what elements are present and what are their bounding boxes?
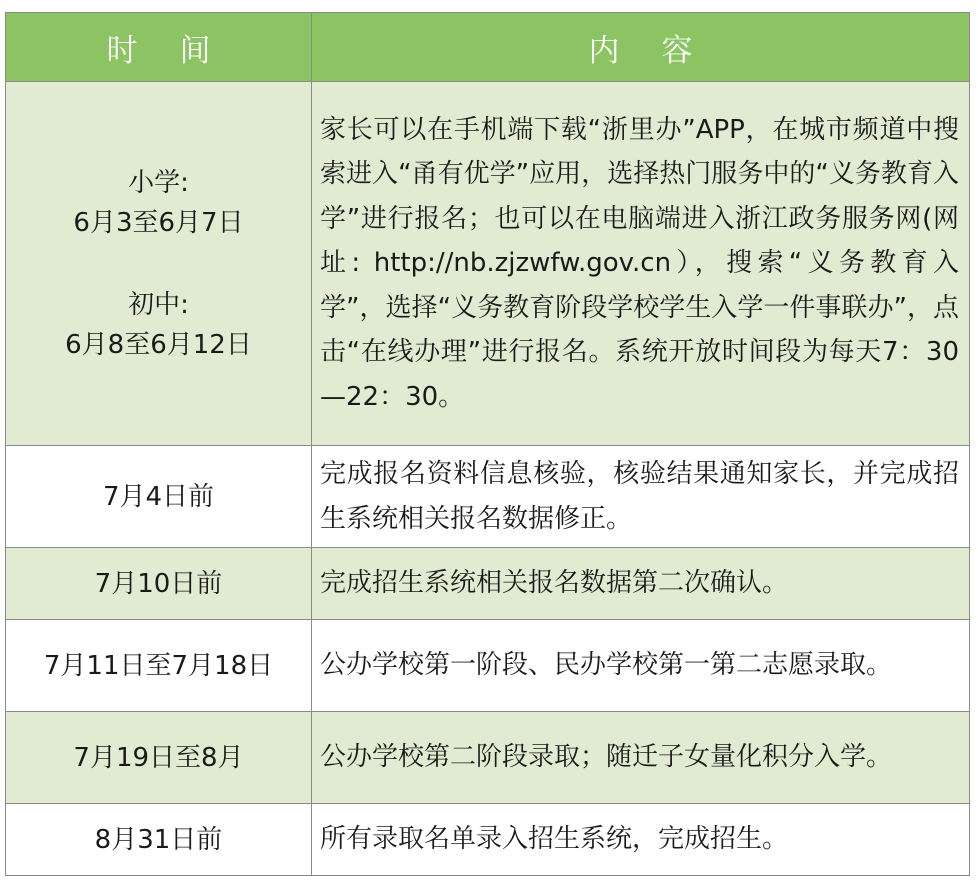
table-row [6,548,970,620]
time-cell [6,82,312,446]
content-cell: 所有录取名单录入招生系统，完成招生。 [312,804,970,876]
time-line-primary-label: 小学: [128,167,189,198]
header-time: 时间 [6,13,312,82]
time-line-primary-dates: 6月3至6月7日 [73,207,244,238]
content-cell: 完成报名资料信息核验，核验结果通知家长，并完成招生系统相关报名数据修正。 [312,446,970,548]
table-row [6,620,970,712]
content-cell: 完成招生系统相关报名数据第二次确认。 [312,548,970,620]
time-cell: 7月4日前 [6,446,312,548]
table-header-row [6,13,970,82]
content-cell: 公办学校第一阶段、民办学校第一第二志愿录取。 [312,620,970,712]
time-cell: 7月10日前 [6,548,312,620]
time-cell: 8月31日前 [6,804,312,876]
time-cell: 7月11日至7月18日 [6,620,312,712]
schedule-table [5,12,970,876]
time-line-middle-label: 初中: [128,289,189,320]
time-line-middle-dates: 6月8至6月12日 [65,329,252,360]
table-row [6,712,970,804]
table-row [6,804,970,876]
content-cell: 公办学校第二阶段录取；随迁子女量化积分入学。 [312,712,970,804]
schedule-table-wrapper [5,12,969,876]
header-content: 内容 [312,13,970,82]
table-row [6,446,970,548]
content-cell: 家长可以在手机端下载“浙里办”APP，在城市频道中搜索进入“甬有优学”应用，选择热门服务中的“义务教育入学”进行报名；也可以在电脑端进入浙江政务服务网(网址: http://nb.zjzwfw.gov.cn），搜索“义务教育入学”，选择“义务教育阶段学校学生入学一件事联办”，点击“在线办理”进行报名。系统开放时间段为每天7：30—22：30。 [312,82,970,446]
time-cell: 7月19日至8月 [6,712,312,804]
table-row [6,82,970,446]
